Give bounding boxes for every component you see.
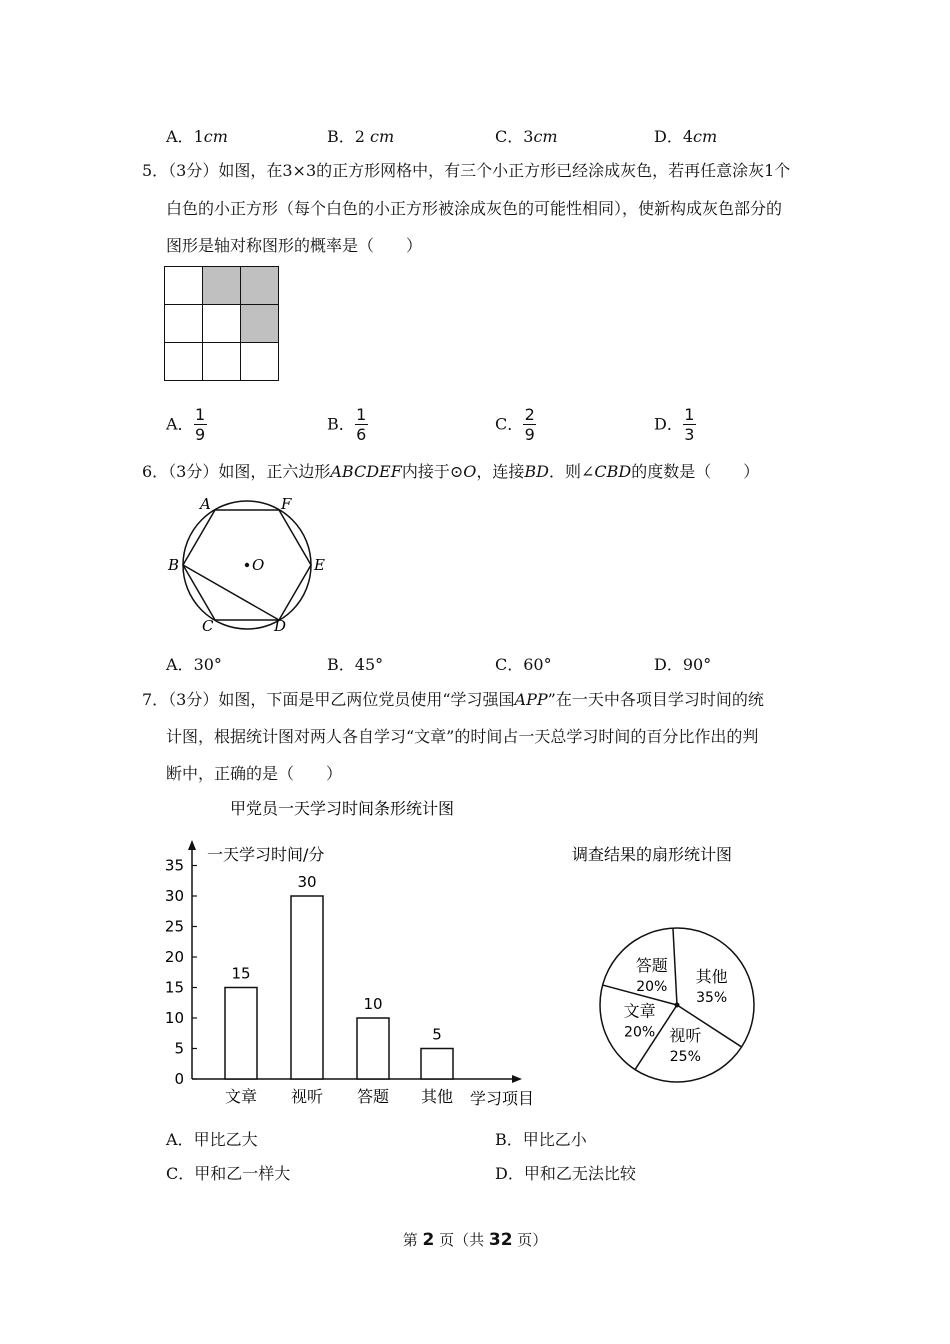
pie-center [675, 1003, 680, 1008]
q7-option-a: A．甲比乙大 [166, 1130, 258, 1149]
y-axis-arrow [188, 840, 196, 850]
q7-option-d: D．甲和乙无法比较 [495, 1164, 636, 1183]
pie-chart [560, 830, 800, 1090]
q5-text-line2: 白色的小正方形（每个白色的小正方形被涂成灰色的可能性相同），使新构成灰色部分的 [166, 199, 783, 218]
fraction: $\frac{1}{3}$ [684, 405, 695, 444]
q5-grid-figure [164, 266, 279, 381]
q6-option-c: C．60° [495, 655, 552, 674]
q4-option-d: D．4cm [654, 127, 718, 146]
y-tick-label: 0 [174, 1070, 184, 1088]
bar-chart [160, 790, 550, 1120]
q6-option-b: B．45° [327, 655, 384, 674]
grid-cell [241, 305, 279, 343]
x-axis-arrow [512, 1075, 522, 1083]
q7-option-b: B．甲比乙小 [495, 1130, 587, 1149]
bar [421, 1049, 453, 1080]
page-number: 2 [422, 1230, 435, 1250]
y-tick-label: 5 [174, 1039, 184, 1058]
q6-option-d: D．90° [654, 655, 712, 674]
label-e: E [314, 556, 325, 574]
label-o: O [252, 556, 265, 574]
grid-cell [203, 305, 241, 343]
grid-cell [241, 267, 279, 305]
y-tick-label: 25 [164, 917, 184, 936]
x-tick-label: 答题 [356, 1087, 390, 1106]
q7-text-line1: 7．（3分）如图，下面是甲乙两位党员使用“学习强国APP”在一天中各项目学习时间的统 [142, 690, 764, 709]
bar [291, 896, 323, 1079]
y-tick-label: 10 [164, 1009, 184, 1027]
y-tick-label: 20 [164, 948, 184, 966]
bar-value-label: 15 [231, 964, 251, 983]
bar [357, 1018, 389, 1079]
label-a: A [200, 495, 211, 513]
q5-text-line1: 5．（3分）如图，在3×3的正方形网格中，有三个小正方形已经涂成灰色，若再任意涂灰1个 [142, 161, 791, 180]
q6-hexagon-figure [160, 490, 340, 640]
label-d: D [274, 617, 287, 635]
q5-text-line3: 图形是轴对称图形的概率是（ ） [166, 236, 423, 255]
q7-option-c: C．甲和乙一样大 [166, 1164, 291, 1183]
y-tick-label: 15 [164, 978, 184, 997]
center-point [245, 563, 249, 567]
segment-bd [183, 565, 279, 620]
bar [225, 988, 257, 1080]
label-b: B [168, 556, 180, 574]
q5-option-b: B． $\frac{1}{6}$ [327, 405, 367, 444]
x-tick-label: 文章 [224, 1087, 258, 1106]
fraction: $\frac{1}{9}$ [194, 405, 206, 444]
bar-chart-xlabel: 学习项目 [470, 1089, 535, 1108]
q6-option-a: A．30° [166, 655, 222, 674]
grid-cell [203, 267, 241, 305]
pie-slice-label: 视听 [669, 1026, 702, 1046]
q7-text-line3: 断中，正确的是（ ） [166, 764, 343, 783]
q6-text: 6．（3分）如图，正六边形ABCDEF内接于⊙O，连接BD．则∠CBD的度数是（ ） [142, 462, 760, 481]
pie-slice-value: 25% [669, 1049, 701, 1066]
label-c: C [202, 617, 214, 635]
grid-cell [203, 343, 241, 381]
bar-chart-ylabel: 一天学习时间/分 [207, 845, 325, 864]
pie-slice-value: 20% [636, 978, 668, 995]
pie-slice-label: 其他 [695, 966, 728, 986]
grid-cell [241, 343, 279, 381]
pie-slice-label: 文章 [623, 1001, 656, 1021]
y-tick-label: 30 [164, 887, 184, 905]
grid-cell [165, 267, 203, 305]
pie-chart-title: 调查结果的扇形统计图 [572, 845, 733, 864]
q5-option-a: A． $\frac{1}{9}$ [166, 405, 206, 444]
q4-option-b: B．2 cm [327, 127, 395, 146]
bar-chart-title: 甲党员一天学习时间条形统计图 [230, 799, 455, 818]
page-total: 32 [488, 1230, 513, 1250]
bar-value-label: 30 [297, 873, 317, 891]
grid-cell [165, 343, 203, 381]
pie-slice-label: 答题 [635, 955, 668, 975]
pie-slice-value: 20% [624, 1024, 656, 1041]
bar-value-label: 5 [432, 1025, 442, 1044]
label-f: F [281, 495, 292, 513]
bar-value-label: 10 [363, 995, 383, 1013]
q7-text-line2: 计图，根据统计图对两人各自学习“文章”的时间占一天总学习时间的百分比作出的判 [166, 727, 759, 746]
x-tick-label: 视听 [290, 1087, 324, 1106]
q4-option-a: A．1cm [166, 127, 228, 146]
q5-option-c: C． $\frac{2}{9}$ [495, 405, 535, 444]
fraction: $\frac{1}{6}$ [356, 405, 367, 444]
q4-option-c: C．3cm [495, 127, 558, 146]
page-footer: 第 2 页（共 32 页） [402, 1230, 548, 1250]
q5-option-d: D． $\frac{1}{3}$ [654, 405, 695, 444]
pie-slice-value: 35% [696, 989, 728, 1006]
grid-cell [165, 305, 203, 343]
y-tick-label: 35 [164, 856, 184, 875]
x-tick-label: 其他 [420, 1087, 454, 1106]
fraction: $\frac{2}{9}$ [524, 405, 535, 444]
